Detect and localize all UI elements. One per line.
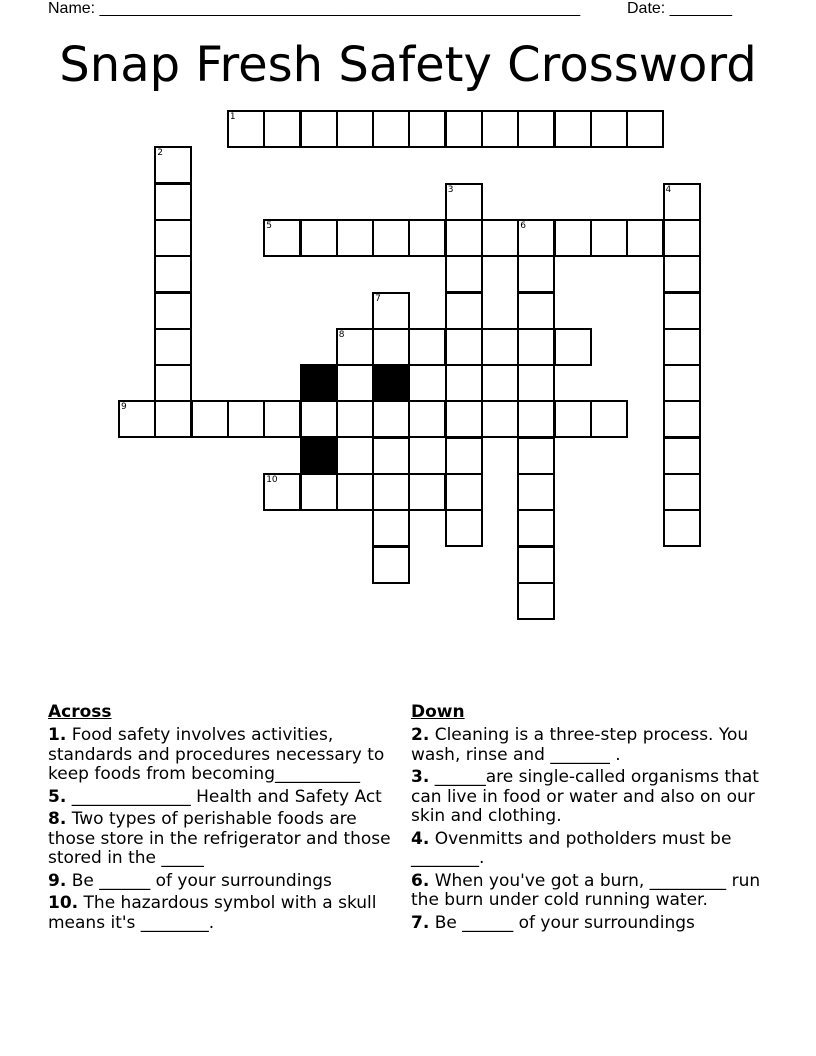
clue-number-label: 5 <box>266 220 272 231</box>
crossword-block <box>372 364 410 402</box>
down-clues <box>411 702 781 936</box>
name-field-label: Name: ______________________________________________________ <box>48 0 581 17</box>
crossword-cell[interactable] <box>663 400 701 438</box>
clue-down-7 <box>411 914 781 934</box>
crossword-cell[interactable] <box>517 292 555 330</box>
crossword-cell[interactable] <box>554 110 592 148</box>
down-heading: Down <box>411 702 465 722</box>
clue-down-3 <box>411 768 781 827</box>
crossword-cell[interactable] <box>663 473 701 511</box>
crossword-cell[interactable] <box>154 146 192 184</box>
clue-number: 9. <box>48 870 67 891</box>
crossword-cell[interactable] <box>663 437 701 475</box>
crossword-cell[interactable] <box>445 292 483 330</box>
crossword-cell[interactable] <box>517 110 555 148</box>
crossword-cell[interactable] <box>517 509 555 547</box>
crossword-cell[interactable] <box>663 292 701 330</box>
crossword-cell[interactable] <box>663 364 701 402</box>
crossword-cell[interactable] <box>300 110 338 148</box>
crossword-cell[interactable] <box>590 219 628 257</box>
crossword-cell[interactable] <box>372 473 410 511</box>
clue-number-label: 10 <box>266 475 278 485</box>
crossword-block <box>300 364 338 402</box>
crossword-block <box>300 437 338 475</box>
crossword-cell[interactable] <box>408 328 446 366</box>
clue-number: 6. <box>411 870 430 891</box>
clue-number-label: 6 <box>520 220 527 231</box>
clue-text: Be ______ of your surroundings <box>66 870 332 891</box>
crossword-cell[interactable] <box>336 473 374 511</box>
clue-number: 4. <box>411 828 430 849</box>
crossword-cell[interactable] <box>372 546 410 584</box>
clue-number: 8. <box>48 809 67 829</box>
crossword-cell[interactable] <box>372 509 410 547</box>
crossword-cell[interactable] <box>445 400 483 438</box>
crossword-cell[interactable] <box>154 255 192 293</box>
clue-number-label: 2 <box>157 148 164 159</box>
crossword-cell[interactable] <box>154 183 192 221</box>
crossword-cell[interactable] <box>372 437 410 475</box>
clue-number-label: 3 <box>447 184 454 195</box>
clue-number: 1. <box>48 725 67 745</box>
crossword-cell[interactable] <box>336 328 374 366</box>
clue-number-label: 4 <box>665 184 672 195</box>
crossword-cell[interactable] <box>118 400 156 438</box>
crossword-cell[interactable] <box>408 219 446 257</box>
clue-text: Two types of perishable foods are those store in the refrigerator and those stored in the _____ <box>48 809 391 868</box>
across-clues <box>48 702 408 936</box>
clue-number-label: 7 <box>375 293 381 304</box>
clue-text: Cleaning is a three-step process. You wash, rinse and _______ . <box>411 725 749 765</box>
crossword-cell[interactable] <box>663 183 701 221</box>
crossword-cell[interactable] <box>408 400 446 438</box>
clue-text: When you've got a burn, _________ run the burn under cold running water. <box>411 870 761 910</box>
crossword-cell[interactable] <box>554 400 592 438</box>
page-title: Snap Fresh Safety Crossword <box>59 37 757 93</box>
crossword-cell[interactable] <box>481 219 519 257</box>
clue-number-label: 9 <box>121 402 127 413</box>
clue-across-5 <box>48 788 408 808</box>
crossword-cell[interactable] <box>445 509 483 547</box>
crossword-cell[interactable] <box>154 328 192 366</box>
across-heading: Across <box>48 702 112 722</box>
crossword-cell[interactable] <box>517 473 555 511</box>
crossword-cell[interactable] <box>590 400 628 438</box>
crossword-cell[interactable] <box>481 110 519 148</box>
crossword-cell[interactable] <box>336 400 374 438</box>
crossword-cell[interactable] <box>445 328 483 366</box>
crossword-cell[interactable] <box>517 400 555 438</box>
crossword-cell[interactable] <box>372 400 410 438</box>
crossword-cell[interactable] <box>663 328 701 366</box>
crossword-cell[interactable] <box>517 219 555 257</box>
crossword-cell[interactable] <box>626 110 664 148</box>
clue-number: 3. <box>411 767 430 787</box>
crossword-cell[interactable] <box>445 473 483 511</box>
clue-number: 2. <box>411 725 430 745</box>
crossword-cell[interactable] <box>445 255 483 293</box>
crossword-cell[interactable] <box>481 328 519 366</box>
crossword-cell[interactable] <box>408 110 446 148</box>
date-field-label: Date: _______ <box>627 0 732 17</box>
crossword-cell[interactable] <box>227 110 265 148</box>
crossword-cell[interactable] <box>445 110 483 148</box>
crossword-cell[interactable] <box>626 219 664 257</box>
crossword-cell[interactable] <box>263 400 301 438</box>
clue-number-label: 8 <box>338 329 345 340</box>
crossword-cell[interactable] <box>263 473 301 511</box>
clue-across-9 <box>48 872 408 892</box>
clue-across-8 <box>48 810 408 869</box>
crossword-cell[interactable] <box>154 219 192 257</box>
crossword-cell[interactable] <box>300 219 338 257</box>
crossword-cell[interactable] <box>154 292 192 330</box>
crossword-cell[interactable] <box>517 328 555 366</box>
clue-text: Food safety involves activities, standards and procedures necessary to keep foods from becoming__________ <box>48 725 385 784</box>
clue-down-2 <box>411 726 781 765</box>
crossword-cell[interactable] <box>263 110 301 148</box>
crossword-cell[interactable] <box>590 110 628 148</box>
clue-across-1 <box>48 726 408 785</box>
clue-down-6 <box>411 872 781 911</box>
clue-across-10 <box>48 894 408 933</box>
crossword-cell[interactable] <box>408 473 446 511</box>
crossword-cell[interactable] <box>481 400 519 438</box>
crossword-cell[interactable] <box>517 582 555 620</box>
crossword-cell[interactable] <box>517 364 555 402</box>
clue-number: 7. <box>411 912 430 933</box>
crossword-cell[interactable] <box>336 110 374 148</box>
clue-text: ______are single-called organisms that can live in food or water and also on our skin and clothing. <box>411 767 759 826</box>
crossword-cell[interactable] <box>300 473 338 511</box>
crossword-cell[interactable] <box>445 183 483 221</box>
clue-text: The hazardous symbol with a skull means it's ________. <box>48 893 377 933</box>
crossword-cell[interactable] <box>336 219 374 257</box>
crossword-cell[interactable] <box>663 509 701 547</box>
clue-down-4 <box>411 830 781 869</box>
crossword-cell[interactable] <box>517 546 555 584</box>
crossword-cell[interactable] <box>300 400 338 438</box>
crossword-cell[interactable] <box>227 400 265 438</box>
crossword-cell[interactable] <box>445 364 483 402</box>
crossword-cell[interactable] <box>517 255 555 293</box>
crossword-cell[interactable] <box>554 219 592 257</box>
crossword-cell[interactable] <box>517 437 555 475</box>
crossword-cell[interactable] <box>372 328 410 366</box>
clue-text: Be ______ of your surroundings <box>429 912 695 933</box>
crossword-cell[interactable] <box>154 400 192 438</box>
crossword-cell[interactable] <box>372 110 410 148</box>
crossword-cell[interactable] <box>372 292 410 330</box>
crossword-cell[interactable] <box>372 219 410 257</box>
crossword-cell[interactable] <box>554 328 592 366</box>
clue-number: 10. <box>48 893 79 913</box>
crossword-cell[interactable] <box>154 364 192 402</box>
clue-number-label: 1 <box>229 112 236 122</box>
crossword-cell[interactable] <box>263 219 301 257</box>
crossword-cell[interactable] <box>445 437 483 475</box>
clue-text: ______________ Health and Safety Act <box>66 786 382 807</box>
clue-text: Ovenmitts and potholders must be ________. <box>411 828 732 868</box>
clue-number: 5. <box>48 786 67 807</box>
crossword-cell[interactable] <box>663 219 701 257</box>
crossword-cell[interactable] <box>663 255 701 293</box>
crossword-cell[interactable] <box>191 400 229 438</box>
crossword-cell[interactable] <box>445 219 483 257</box>
